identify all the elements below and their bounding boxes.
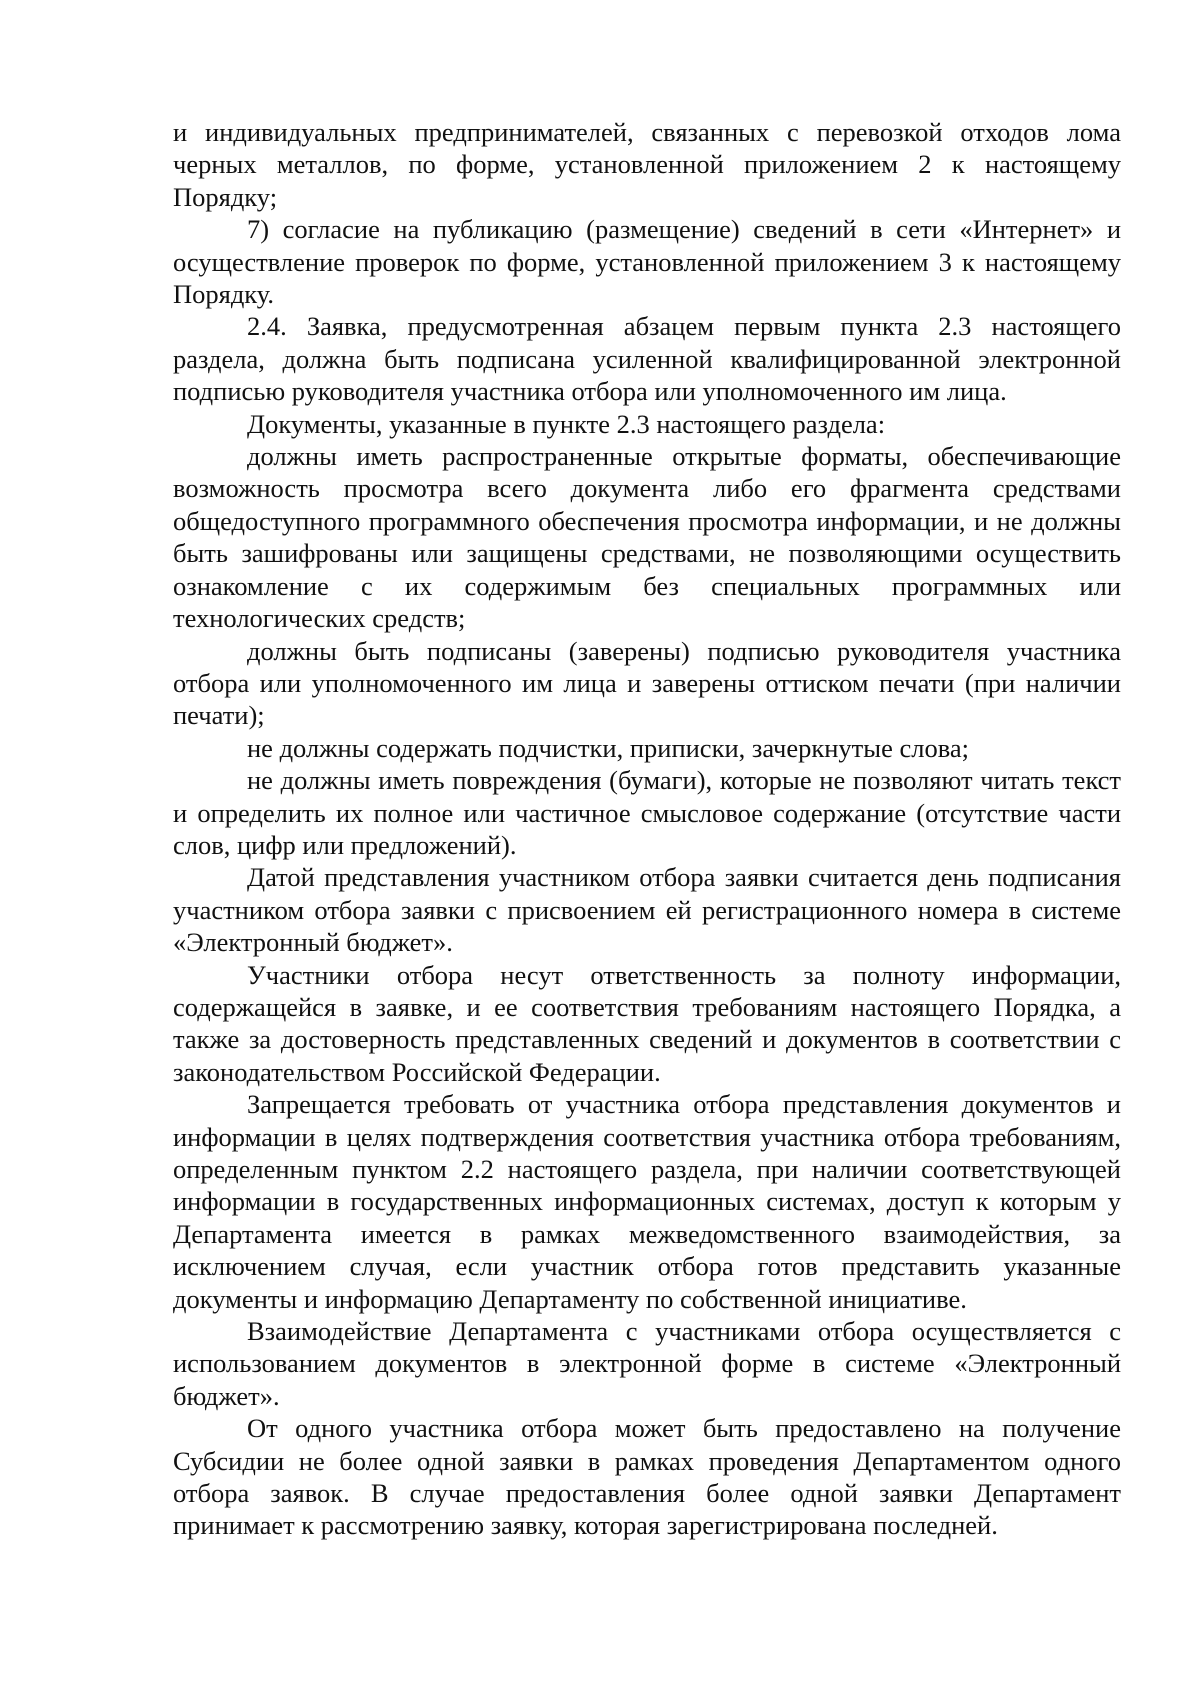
paragraph-single-application: От одного участника отбора может быть предоставлено на получение Субсидии не более одной заявки в рамках проведения Департаментом одного отбора заявок. В случае предоставления более одной заявки Департамент принимает к рассмотрению заявку, которая зарегистрирована последней. <box>173 1413 1121 1541</box>
paragraph-2-4: 2.4. Заявка, предусмотренная абзацем первым пункта 2.3 настоящего раздела, должна быть подписана усиленной квалифицированной электронной подписью руководителя участника отбора или уполномоченного им лица. <box>173 311 1121 407</box>
paragraph-no-erasures: не должны содержать подчистки, приписки, зачеркнутые слова; <box>247 732 969 763</box>
paragraph-documents-intro: Документы, указанные в пункте 2.3 настоящего раздела: <box>247 408 886 439</box>
paragraph-signed: должны быть подписаны (заверены) подписью руководителя участника отбора или уполномоченного им лица и заверены оттиском печати (при наличии печати); <box>173 635 1121 731</box>
paragraph-no-damage: не должны иметь повреждения (бумаги), которые не позволяют читать текст и определить их полное или частичное смысловое содержание (отсутствие части слов, цифр или предложений). <box>173 765 1121 860</box>
paragraph-responsibility: Участники отбора несут ответственность за полноту информации, содержащейся в заявке, и ее соответствия требованиям настоящего Порядка, а также за достоверность представленных сведений и документов в соответствии с законодательством Российской Федерации. <box>173 959 1121 1087</box>
document-body <box>173 116 1121 1542</box>
paragraph-continuation: и индивидуальных предпринимателей, связанных с перевозкой отходов лома черных металлов, по форме, установленной приложением 2 к настоящему Порядку; <box>173 117 1121 212</box>
paragraph-prohibition: Запрещается требовать от участника отбора представления документов и информации в целях подтверждения соответствия участника отбора требованиям, определенным пунктом 2.2 настоящего раздела, при наличии соответствующей информации в государственных информационных системах, доступ к которым у Департамента имеется в рамках межведомственного взаимодействия, за исключением случая, если участник отбора готов представить указанные документы и информацию Департаменту по собственной инициативе. <box>173 1089 1121 1314</box>
paragraph-submission-date: Датой представления участником отбора заявки считается день подписания участником отбора заявки с присвоением ей регистрационного номера в системе «Электронный бюджет». <box>173 862 1121 958</box>
paragraph-item-7: 7) согласие на публикацию (размещение) сведений в сети «Интернет» и осуществление проверок по форме, установленной приложением 3 к настоящему Порядку. <box>173 214 1121 310</box>
paragraph-formats: должны иметь распространенные открытые форматы, обеспечивающие возможность просмотра всего документа либо его фрагмента средствами общедоступного программного обеспечения просмотра информации, и не должны быть зашифрованы или защищены средствами, не позволяющими осуществить ознакомление с их содержимым без специальных программных или технологических средств; <box>173 441 1121 634</box>
paragraph-interaction: Взаимодействие Департамента с участниками отбора осуществляется с использованием документов в электронной форме в системе «Электронный бюджет». <box>173 1316 1121 1411</box>
